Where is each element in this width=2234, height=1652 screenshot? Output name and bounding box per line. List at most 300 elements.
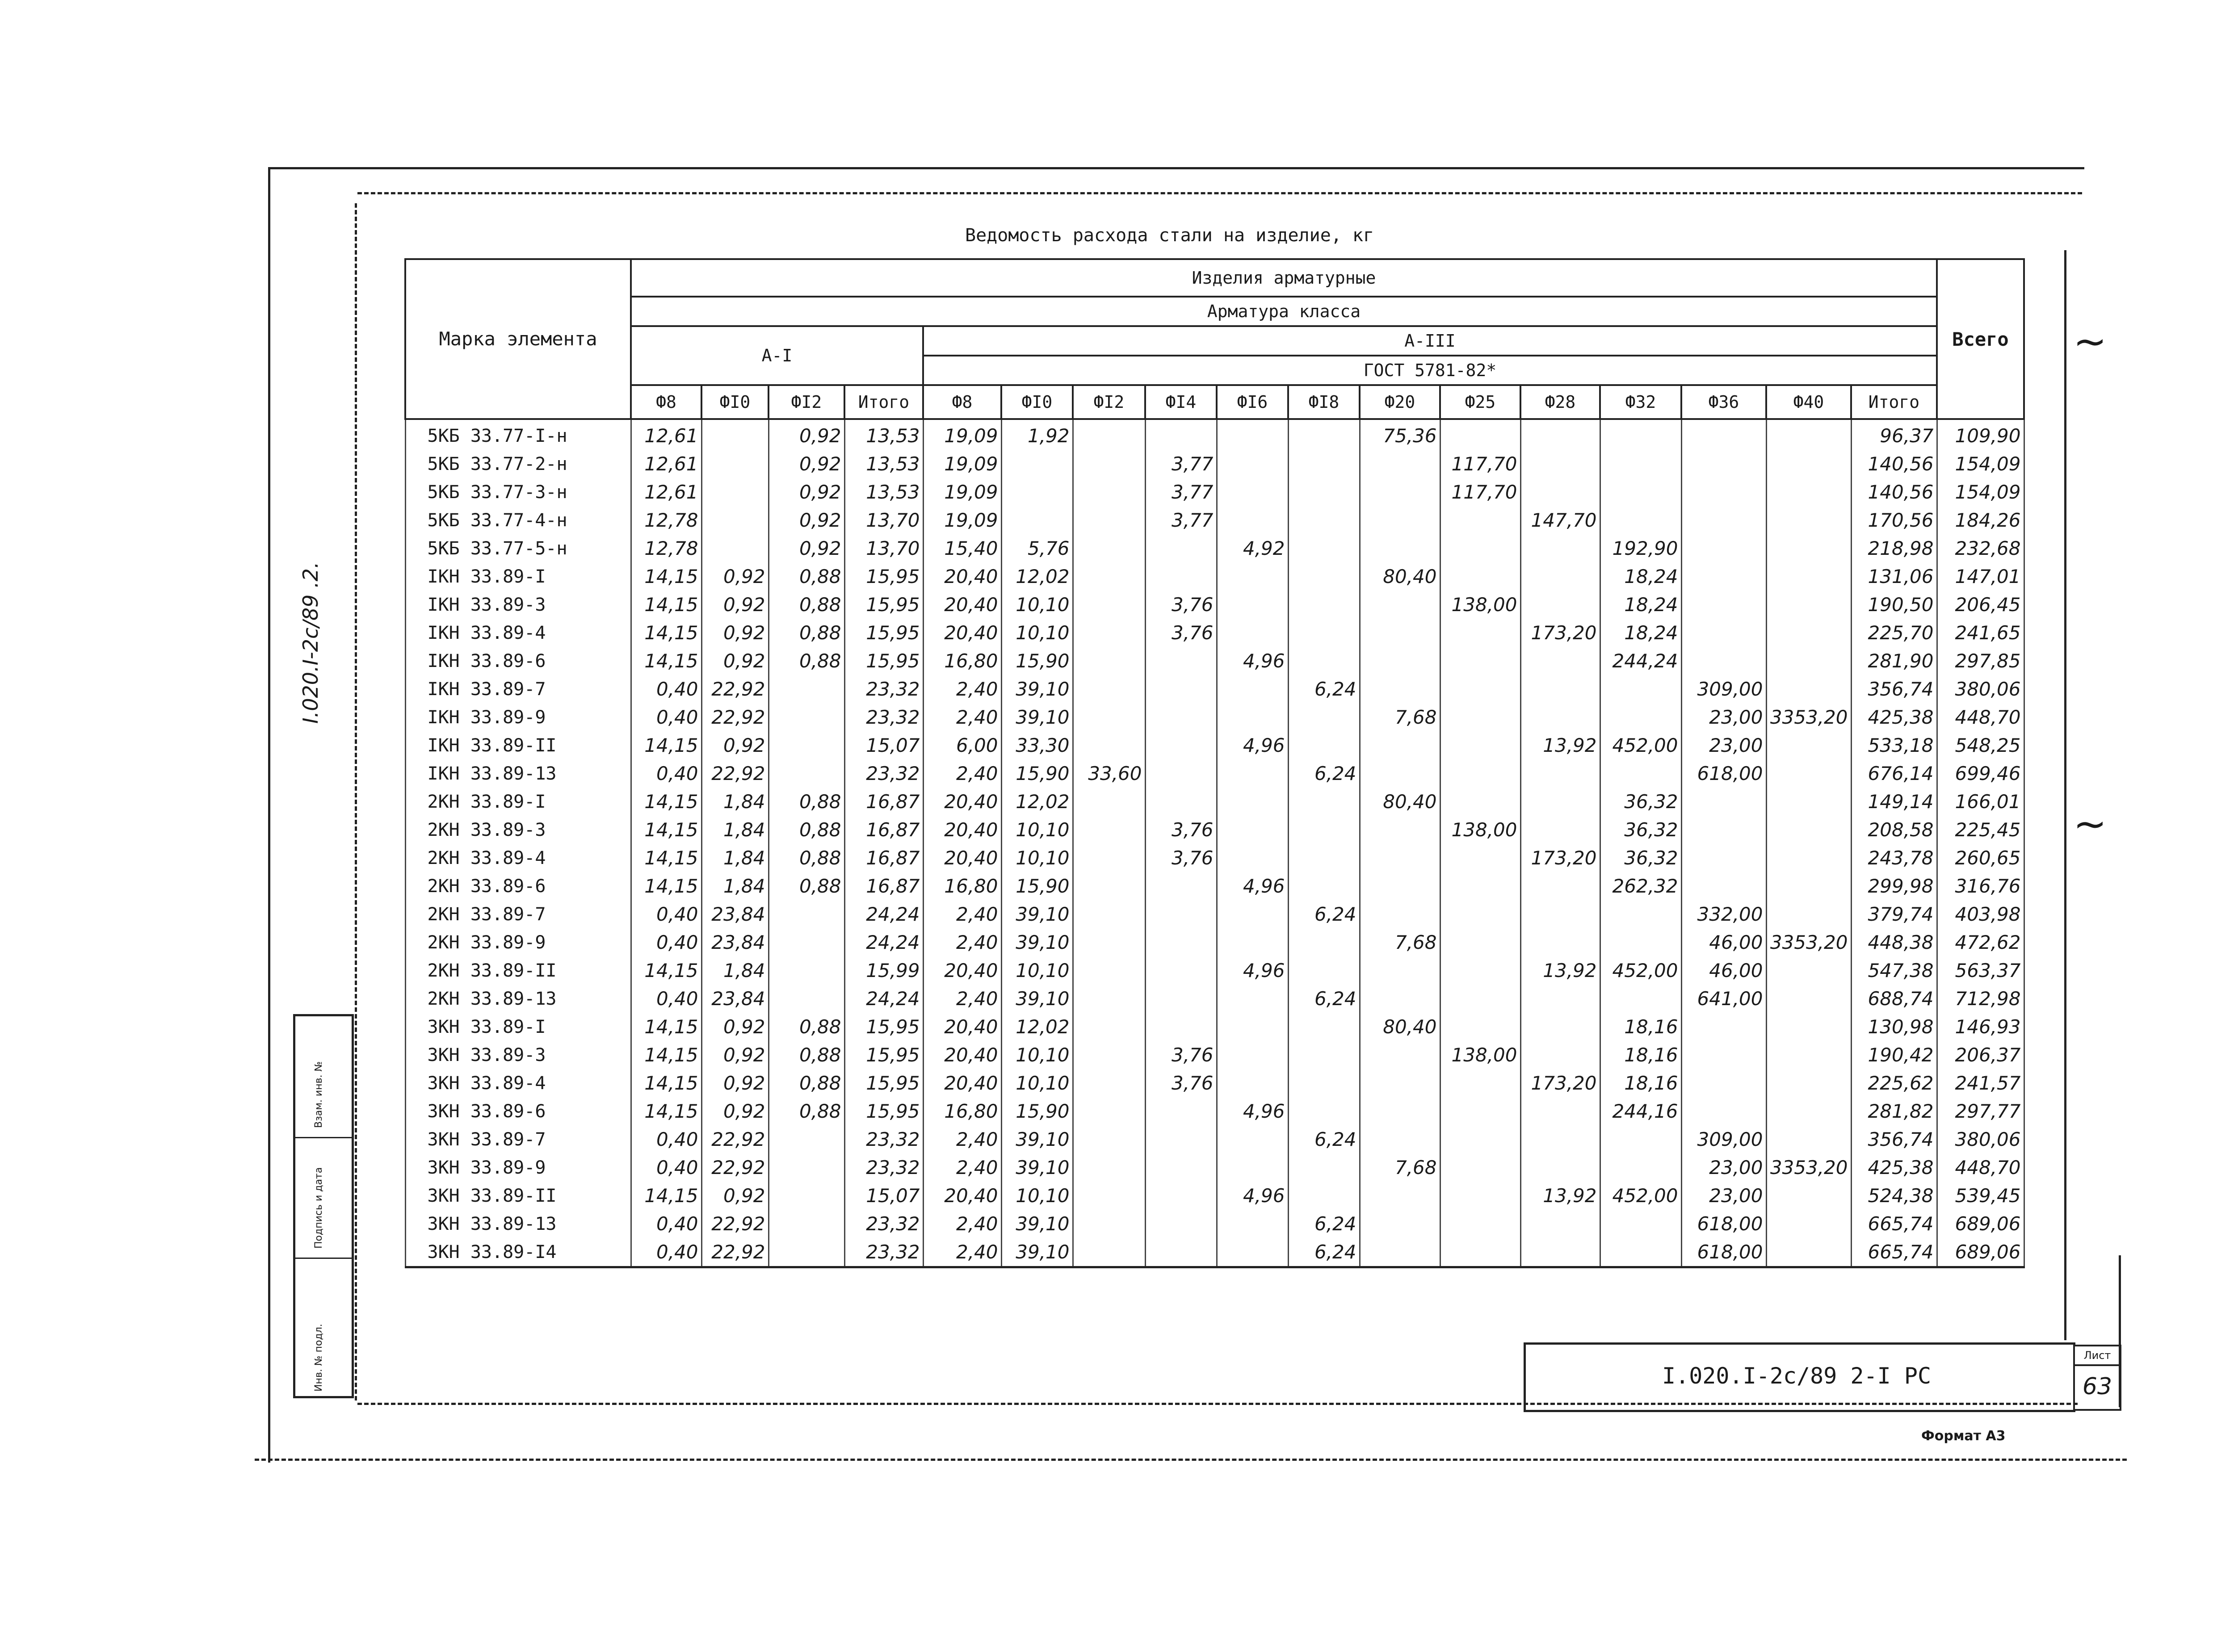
- value-cell: [1766, 619, 1851, 647]
- grand-total-cell: 166,01: [1937, 788, 2024, 816]
- value-cell: [1600, 450, 1681, 478]
- value-cell: [1145, 1125, 1217, 1153]
- value-cell: 138,00: [1440, 1041, 1520, 1069]
- document-code: I.020.I-2с/89 2-I РС: [1662, 1363, 1932, 1389]
- value-cell: 2,40: [923, 900, 1001, 928]
- value-cell: [1681, 591, 1766, 619]
- value-cell: 15,40: [923, 534, 1001, 562]
- grand-total-cell: 472,62: [1937, 928, 2024, 956]
- table-row: [405, 788, 2024, 816]
- value-cell: 12,78: [631, 534, 701, 562]
- value-cell: [1766, 1182, 1851, 1210]
- grand-total-cell: 154,09: [1937, 450, 2024, 478]
- value-cell: [1145, 703, 1217, 731]
- col-header: Итого: [1851, 385, 1937, 419]
- value-cell: 39,10: [1001, 900, 1073, 928]
- value-cell: [1766, 1125, 1851, 1153]
- value-cell: [1766, 900, 1851, 928]
- value-cell: [768, 956, 844, 985]
- element-mark-cell: 2КН 33.89-4: [405, 844, 631, 872]
- value-cell: 18,24: [1600, 619, 1681, 647]
- value-cell: 0,92: [701, 1069, 768, 1097]
- value-cell: [1520, 1153, 1600, 1182]
- element-mark-cell: 3КН 33.89-6: [405, 1097, 631, 1125]
- value-cell: 208,58: [1851, 816, 1937, 844]
- value-cell: [1440, 956, 1520, 985]
- value-cell: 7,68: [1360, 928, 1440, 956]
- value-cell: 2,40: [923, 985, 1001, 1013]
- value-cell: 452,00: [1600, 731, 1681, 759]
- value-cell: [1766, 562, 1851, 591]
- value-cell: 15,95: [844, 619, 923, 647]
- grand-total-cell: 380,06: [1937, 675, 2024, 703]
- value-cell: [1073, 450, 1145, 478]
- value-cell: [1360, 450, 1440, 478]
- value-cell: [1073, 1069, 1145, 1097]
- value-cell: 173,20: [1520, 844, 1600, 872]
- value-cell: [1073, 900, 1145, 928]
- col-header: ФI0: [1001, 385, 1073, 419]
- value-cell: 80,40: [1360, 562, 1440, 591]
- value-cell: [701, 506, 768, 534]
- table-row: [405, 1125, 2024, 1153]
- value-cell: 262,32: [1600, 872, 1681, 900]
- value-cell: [1288, 844, 1360, 872]
- value-cell: [1073, 928, 1145, 956]
- table-row: [405, 900, 2024, 928]
- value-cell: 18,24: [1600, 591, 1681, 619]
- value-cell: 0,88: [768, 562, 844, 591]
- frame-right-inner: [2064, 250, 2066, 1340]
- steel-consumption-table: [404, 258, 2025, 1268]
- value-cell: 4,96: [1217, 731, 1288, 759]
- value-cell: [1288, 506, 1360, 534]
- value-cell: [701, 419, 768, 450]
- value-cell: [1073, 872, 1145, 900]
- value-cell: 4,96: [1217, 647, 1288, 675]
- value-cell: 15,95: [844, 591, 923, 619]
- value-cell: 2,40: [923, 703, 1001, 731]
- value-cell: 16,80: [923, 872, 1001, 900]
- element-mark-cell: 3КН 33.89-7: [405, 1125, 631, 1153]
- table-row: [405, 985, 2024, 1013]
- break-mark-mid: ~: [2073, 801, 2107, 847]
- value-cell: 2,40: [923, 928, 1001, 956]
- value-cell: 1,84: [701, 844, 768, 872]
- value-cell: [768, 1125, 844, 1153]
- value-cell: [1217, 985, 1288, 1013]
- value-cell: 0,88: [768, 1041, 844, 1069]
- value-cell: 14,15: [631, 1069, 701, 1097]
- value-cell: 24,24: [844, 985, 923, 1013]
- element-mark-cell: 3КН 33.89-I: [405, 1013, 631, 1041]
- value-cell: [1288, 1097, 1360, 1125]
- value-cell: 0,88: [768, 844, 844, 872]
- value-cell: [1073, 788, 1145, 816]
- table-row: [405, 591, 2024, 619]
- value-cell: 13,70: [844, 534, 923, 562]
- value-cell: 117,70: [1440, 478, 1520, 506]
- grand-total-cell: 548,25: [1937, 731, 2024, 759]
- value-cell: [1440, 562, 1520, 591]
- value-cell: 15,95: [844, 647, 923, 675]
- value-cell: 6,00: [923, 731, 1001, 759]
- value-cell: 22,92: [701, 1238, 768, 1267]
- grand-total-cell: 206,37: [1937, 1041, 2024, 1069]
- grand-total-cell: 297,77: [1937, 1097, 2024, 1125]
- value-cell: [1440, 759, 1520, 788]
- value-cell: 15,90: [1001, 647, 1073, 675]
- sheet-number: 63: [2073, 1364, 2121, 1411]
- value-cell: 12,02: [1001, 562, 1073, 591]
- element-mark-cell: 5КБ 33.77-I-н: [405, 419, 631, 450]
- value-cell: [1288, 1041, 1360, 1069]
- value-cell: [1440, 619, 1520, 647]
- value-cell: [1520, 1013, 1600, 1041]
- value-cell: 14,15: [631, 619, 701, 647]
- value-cell: 140,56: [1851, 478, 1937, 506]
- value-cell: 12,61: [631, 450, 701, 478]
- table-row: [405, 1069, 2024, 1097]
- value-cell: 19,09: [923, 478, 1001, 506]
- value-cell: 676,14: [1851, 759, 1937, 788]
- table-row: [405, 844, 2024, 872]
- col-header: ФI2: [1073, 385, 1145, 419]
- element-mark-cell: 2КН 33.89-3: [405, 816, 631, 844]
- value-cell: [1073, 506, 1145, 534]
- value-cell: [1145, 1210, 1217, 1238]
- value-cell: 22,92: [701, 703, 768, 731]
- value-cell: 15,90: [1001, 1097, 1073, 1125]
- value-cell: [1217, 928, 1288, 956]
- value-cell: 0,40: [631, 1210, 701, 1238]
- value-cell: 19,09: [923, 419, 1001, 450]
- value-cell: 244,24: [1600, 647, 1681, 675]
- value-cell: [1145, 675, 1217, 703]
- value-cell: [1217, 419, 1288, 450]
- value-cell: [1217, 506, 1288, 534]
- value-cell: 0,40: [631, 759, 701, 788]
- table-row: [405, 450, 2024, 478]
- grand-total-cell: 539,45: [1937, 1182, 2024, 1210]
- value-cell: 0,40: [631, 1153, 701, 1182]
- frame-top-outer: [270, 167, 2084, 169]
- value-cell: 688,74: [1851, 985, 1937, 1013]
- value-cell: [1360, 478, 1440, 506]
- value-cell: 23,84: [701, 900, 768, 928]
- value-cell: [1681, 1069, 1766, 1097]
- grand-total-cell: 563,37: [1937, 956, 2024, 985]
- value-cell: 20,40: [923, 788, 1001, 816]
- value-cell: [768, 1153, 844, 1182]
- value-cell: 12,61: [631, 419, 701, 450]
- value-cell: 0,88: [768, 788, 844, 816]
- value-cell: [1440, 1069, 1520, 1097]
- value-cell: [1360, 900, 1440, 928]
- value-cell: [1681, 419, 1766, 450]
- value-cell: [1440, 1153, 1520, 1182]
- value-cell: 0,88: [768, 816, 844, 844]
- mark-header: Марка элемента: [405, 259, 631, 419]
- element-mark-cell: IКН 33.89-3: [405, 591, 631, 619]
- value-cell: [1440, 731, 1520, 759]
- value-cell: 22,92: [701, 759, 768, 788]
- value-cell: [1145, 562, 1217, 591]
- value-cell: [1288, 816, 1360, 844]
- table-row: [405, 506, 2024, 534]
- value-cell: [1073, 985, 1145, 1013]
- element-mark-cell: 3КН 33.89-3: [405, 1041, 631, 1069]
- value-cell: 0,40: [631, 1238, 701, 1267]
- value-cell: 225,70: [1851, 619, 1937, 647]
- value-cell: [1217, 675, 1288, 703]
- value-cell: [1145, 1238, 1217, 1267]
- value-cell: 0,40: [631, 1125, 701, 1153]
- value-cell: [1145, 900, 1217, 928]
- value-cell: [1766, 788, 1851, 816]
- element-mark-cell: 5КБ 33.77-3-н: [405, 478, 631, 506]
- value-cell: [768, 759, 844, 788]
- value-cell: [1073, 731, 1145, 759]
- value-cell: 10,10: [1001, 956, 1073, 985]
- table-row: [405, 759, 2024, 788]
- value-cell: 117,70: [1440, 450, 1520, 478]
- value-cell: 2,40: [923, 1210, 1001, 1238]
- value-cell: [1766, 450, 1851, 478]
- value-cell: [1681, 788, 1766, 816]
- value-cell: 170,56: [1851, 506, 1937, 534]
- value-cell: 20,40: [923, 1013, 1001, 1041]
- value-cell: [1600, 478, 1681, 506]
- element-mark-cell: 2КН 33.89-7: [405, 900, 631, 928]
- value-cell: [1766, 985, 1851, 1013]
- value-cell: [1440, 872, 1520, 900]
- element-mark-cell: IКН 33.89-9: [405, 703, 631, 731]
- value-cell: [1145, 419, 1217, 450]
- value-cell: [1681, 478, 1766, 506]
- value-cell: 14,15: [631, 844, 701, 872]
- value-cell: [1766, 478, 1851, 506]
- value-cell: [768, 1182, 844, 1210]
- value-cell: 96,37: [1851, 419, 1937, 450]
- value-cell: 14,15: [631, 1041, 701, 1069]
- value-cell: 10,10: [1001, 1069, 1073, 1097]
- table-row: [405, 872, 2024, 900]
- value-cell: [1073, 844, 1145, 872]
- element-mark-cell: 3КН 33.89-I4: [405, 1238, 631, 1267]
- value-cell: [768, 900, 844, 928]
- grand-total-cell: 225,45: [1937, 816, 2024, 844]
- value-cell: [1073, 591, 1145, 619]
- grand-total-cell: 241,65: [1937, 619, 2024, 647]
- value-cell: [1766, 816, 1851, 844]
- element-mark-cell: 3КН 33.89-4: [405, 1069, 631, 1097]
- value-cell: 4,96: [1217, 1097, 1288, 1125]
- value-cell: [1440, 1013, 1520, 1041]
- value-cell: [1520, 1210, 1600, 1238]
- value-cell: [1288, 591, 1360, 619]
- value-cell: [1145, 788, 1217, 816]
- value-cell: 10,10: [1001, 844, 1073, 872]
- value-cell: 14,15: [631, 1013, 701, 1041]
- value-cell: 0,92: [701, 647, 768, 675]
- value-cell: 0,40: [631, 675, 701, 703]
- value-cell: [1440, 647, 1520, 675]
- value-cell: 0,40: [631, 703, 701, 731]
- table-row: [405, 534, 2024, 562]
- value-cell: [1360, 1069, 1440, 1097]
- value-cell: 309,00: [1681, 1125, 1766, 1153]
- value-cell: [1360, 647, 1440, 675]
- value-cell: 13,92: [1520, 956, 1600, 985]
- value-cell: 524,38: [1851, 1182, 1937, 1210]
- value-cell: [1217, 1069, 1288, 1097]
- value-cell: 4,96: [1217, 956, 1288, 985]
- value-cell: [1600, 675, 1681, 703]
- value-cell: 6,24: [1288, 900, 1360, 928]
- value-cell: [1217, 788, 1288, 816]
- value-cell: [1681, 1097, 1766, 1125]
- value-cell: 0,92: [768, 478, 844, 506]
- value-cell: 138,00: [1440, 816, 1520, 844]
- value-cell: 23,32: [844, 675, 923, 703]
- value-cell: 131,06: [1851, 562, 1937, 591]
- table-row: [405, 956, 2024, 985]
- value-cell: [1766, 1238, 1851, 1267]
- value-cell: 18,16: [1600, 1069, 1681, 1097]
- value-cell: 15,95: [844, 1097, 923, 1125]
- value-cell: [1217, 816, 1288, 844]
- value-cell: [1073, 956, 1145, 985]
- value-cell: 13,70: [844, 506, 923, 534]
- value-cell: [701, 478, 768, 506]
- stamp-label-inv: Инв. № подл.: [313, 1324, 324, 1392]
- grand-total-cell: 260,65: [1937, 844, 2024, 872]
- value-cell: 332,00: [1681, 900, 1766, 928]
- value-cell: 39,10: [1001, 985, 1073, 1013]
- table-row: [405, 731, 2024, 759]
- value-cell: 309,00: [1681, 675, 1766, 703]
- value-cell: [1001, 450, 1073, 478]
- paper-format: Формат А3: [1921, 1428, 2006, 1444]
- value-cell: 36,32: [1600, 844, 1681, 872]
- value-cell: 618,00: [1681, 1238, 1766, 1267]
- grand-total-cell: 689,06: [1937, 1210, 2024, 1238]
- value-cell: 19,09: [923, 450, 1001, 478]
- frame-bottom-outer: [255, 1459, 2127, 1461]
- value-cell: 80,40: [1360, 788, 1440, 816]
- value-cell: 16,87: [844, 872, 923, 900]
- stamp-divider-1: [295, 1137, 352, 1138]
- value-cell: [1217, 478, 1288, 506]
- value-cell: [1681, 844, 1766, 872]
- value-cell: 1,84: [701, 816, 768, 844]
- value-cell: [1360, 1097, 1440, 1125]
- value-cell: 16,80: [923, 1097, 1001, 1125]
- value-cell: [1288, 562, 1360, 591]
- value-cell: [1360, 506, 1440, 534]
- value-cell: 15,07: [844, 731, 923, 759]
- table-row: [405, 562, 2024, 591]
- frame-top-inner: [357, 192, 2082, 194]
- value-cell: [1681, 619, 1766, 647]
- value-cell: [1766, 506, 1851, 534]
- value-cell: 3,76: [1145, 619, 1217, 647]
- value-cell: 15,95: [844, 1041, 923, 1069]
- value-cell: 0,92: [701, 562, 768, 591]
- table-row: [405, 1182, 2024, 1210]
- class-a1-header: A-I: [631, 326, 923, 385]
- value-cell: [1520, 675, 1600, 703]
- value-cell: [1217, 1013, 1288, 1041]
- value-cell: [1073, 816, 1145, 844]
- value-cell: 6,24: [1288, 675, 1360, 703]
- value-cell: 16,87: [844, 844, 923, 872]
- value-cell: [1073, 534, 1145, 562]
- value-cell: [1440, 928, 1520, 956]
- col-header: Ф8: [631, 385, 701, 419]
- table-row: [405, 1238, 2024, 1267]
- value-cell: 243,78: [1851, 844, 1937, 872]
- value-cell: [1600, 900, 1681, 928]
- value-cell: [1360, 731, 1440, 759]
- col-header: ФI0: [701, 385, 768, 419]
- value-cell: [1766, 419, 1851, 450]
- value-cell: [1073, 1041, 1145, 1069]
- value-cell: [1360, 619, 1440, 647]
- approval-stamp: [293, 1014, 354, 1398]
- value-cell: 0,88: [768, 619, 844, 647]
- value-cell: 13,53: [844, 478, 923, 506]
- value-cell: 0,92: [701, 1182, 768, 1210]
- value-cell: [1217, 591, 1288, 619]
- value-cell: [1073, 1013, 1145, 1041]
- element-mark-cell: 2КН 33.89-9: [405, 928, 631, 956]
- value-cell: [1766, 1069, 1851, 1097]
- value-cell: [1217, 703, 1288, 731]
- value-cell: 0,92: [701, 731, 768, 759]
- value-cell: 1,84: [701, 788, 768, 816]
- value-cell: [1440, 506, 1520, 534]
- value-cell: [1440, 1238, 1520, 1267]
- value-cell: [1520, 788, 1600, 816]
- value-cell: [1288, 1182, 1360, 1210]
- element-mark-cell: 3КН 33.89-13: [405, 1210, 631, 1238]
- value-cell: [1288, 419, 1360, 450]
- value-cell: [1145, 1097, 1217, 1125]
- value-cell: [1766, 844, 1851, 872]
- value-cell: 0,40: [631, 900, 701, 928]
- left-vertical-code: I.020.I-2с/89 .2.: [298, 562, 323, 724]
- value-cell: [1600, 1210, 1681, 1238]
- value-cell: [1440, 1182, 1520, 1210]
- value-cell: 0,92: [701, 1013, 768, 1041]
- value-cell: 14,15: [631, 562, 701, 591]
- col-header: Ф28: [1520, 385, 1600, 419]
- value-cell: [1600, 703, 1681, 731]
- value-cell: [1520, 1125, 1600, 1153]
- value-cell: [1600, 928, 1681, 956]
- value-cell: [1681, 534, 1766, 562]
- value-cell: [1766, 731, 1851, 759]
- col-header: ФI8: [1288, 385, 1360, 419]
- table-row: [405, 928, 2024, 956]
- value-cell: [1681, 1041, 1766, 1069]
- value-cell: [1217, 1210, 1288, 1238]
- value-cell: [1288, 788, 1360, 816]
- value-cell: 665,74: [1851, 1238, 1937, 1267]
- value-cell: 0,92: [701, 591, 768, 619]
